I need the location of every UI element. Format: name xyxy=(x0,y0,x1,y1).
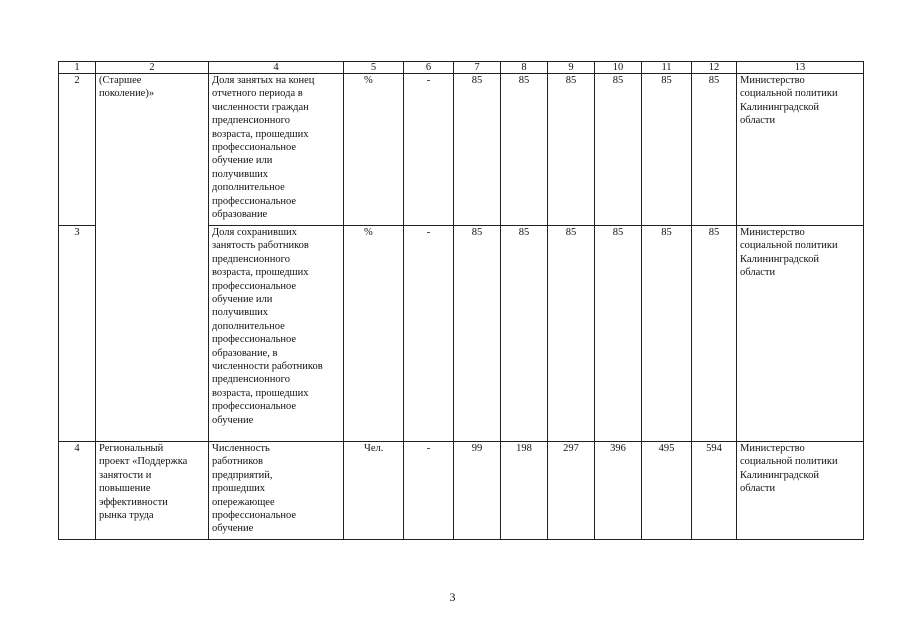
value-cell: 85 xyxy=(548,226,595,442)
row-number: 2 xyxy=(59,74,96,226)
indicator-name: Численность работников предприятий, прошедших опережающее профессиональное обучение xyxy=(209,442,344,540)
value-cell: 85 xyxy=(595,74,642,226)
value-cell: 85 xyxy=(548,74,595,226)
header-col-12: 12 xyxy=(692,62,737,74)
value-cell: 85 xyxy=(501,226,548,442)
project-name: (Старшее поколение)» xyxy=(96,74,209,442)
base-value: - xyxy=(404,226,454,442)
value-cell: 297 xyxy=(548,442,595,540)
value-cell: 85 xyxy=(501,74,548,226)
value-cell: 396 xyxy=(595,442,642,540)
indicator-name: Доля сохранивших занятость работников предпенсионного возраста, прошедших профессиональное обучение или получивших дополнительное профессиональное образование, в численности работников предпенсионного возраста, прошедших профессиональное обучение xyxy=(209,226,344,442)
header-col-2: 2 xyxy=(96,62,209,74)
header-col-6: 6 xyxy=(404,62,454,74)
page-number: 3 xyxy=(449,590,456,604)
indicator-name: Доля занятых на конец отчетного периода в численности граждан предпенсионного возраста, прошедших профессиональное обучение или получивших дополнительное профессиональное образование xyxy=(209,74,344,226)
header-col-7: 7 xyxy=(454,62,501,74)
base-value: - xyxy=(404,442,454,540)
unit: % xyxy=(344,226,404,442)
indicators-table xyxy=(58,61,864,540)
row-number: 4 xyxy=(59,442,96,540)
value-cell: 594 xyxy=(692,442,737,540)
value-cell: 85 xyxy=(595,226,642,442)
header-col-1: 1 xyxy=(59,62,96,74)
header-col-9: 9 xyxy=(548,62,595,74)
header-col-8: 8 xyxy=(501,62,548,74)
value-cell: 85 xyxy=(642,74,692,226)
table-row xyxy=(59,442,864,540)
header-col-11: 11 xyxy=(642,62,692,74)
row-number: 3 xyxy=(59,226,96,442)
value-cell: 198 xyxy=(501,442,548,540)
header-col-10: 10 xyxy=(595,62,642,74)
header-col-13: 13 xyxy=(737,62,864,74)
value-cell: 99 xyxy=(454,442,501,540)
base-value: - xyxy=(404,74,454,226)
value-cell: 495 xyxy=(642,442,692,540)
value-cell: 85 xyxy=(692,226,737,442)
value-cell: 85 xyxy=(692,74,737,226)
unit: % xyxy=(344,74,404,226)
value-cell: 85 xyxy=(454,226,501,442)
value-cell: 85 xyxy=(454,74,501,226)
header-col-4: 4 xyxy=(209,62,344,74)
responsible-org: Министерство социальной политики Калининградской области xyxy=(737,442,864,540)
responsible-org: Министерство социальной политики Калининградской области xyxy=(737,226,864,442)
header-col-5: 5 xyxy=(344,62,404,74)
responsible-org: Министерство социальной политики Калининградской области xyxy=(737,74,864,226)
unit: Чел. xyxy=(344,442,404,540)
table-row xyxy=(59,74,864,226)
value-cell: 85 xyxy=(642,226,692,442)
project-name: Региональный проект «Поддержка занятости и повышение эффективности рынка труда xyxy=(96,442,209,540)
header-row xyxy=(59,62,864,74)
